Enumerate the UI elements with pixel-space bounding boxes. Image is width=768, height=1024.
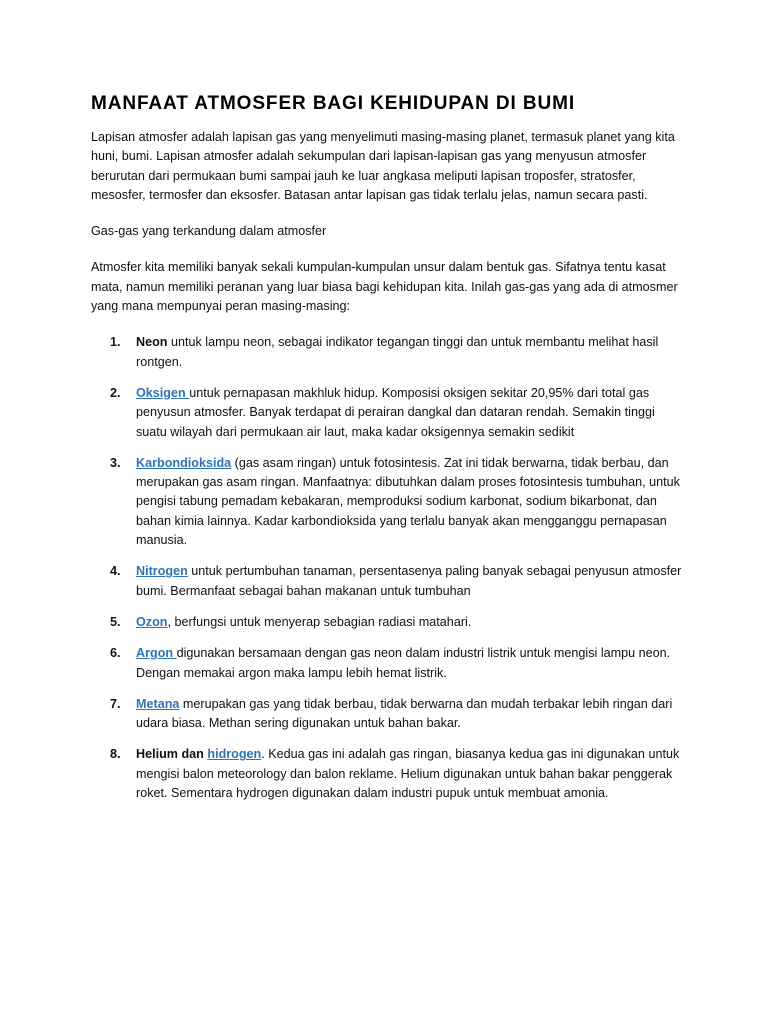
gas-link-argon[interactable]: Argon [136,646,177,661]
list-item-text: , berfungsi untuk menyerap sebagian radiasi matahari. [167,614,472,629]
list-number: 5. [110,614,121,629]
document-page [91,92,683,815]
gas-link-ozon[interactable]: Ozon [136,614,168,629]
intro-paragraph: Lapisan atmosfer adalah lapisan gas yang menyelimuti masing-masing planet, termasuk planet yang kita huni, bumi. Lapisan atmosfer adalah sekumpulan dari lapisan-lapisan gas yang menyusun atmosfer berurutan dari permukaan bumi sampai jauh ke luar angkasa meliputi lapisan troposfer, stratosfer, mesosfer, termosfer dan eksosfer. Batasan antar lapisan gas tidak terlalu jelas, namun secara pasti. [91,130,675,202]
gas-link-nitrogen[interactable]: Nitrogen [136,564,188,579]
list-number: 8. [110,747,121,762]
list-item-text: merupakan gas yang tidak berbau, tidak berwarna dan mudah terbakar lebih ringan dari udara biasa. Methan sering digunakan untuk bahan bakar. [136,696,673,731]
list-item [91,454,683,550]
subheading: Gas-gas yang terkandung dalam atmosfer [91,224,327,239]
list-item [91,695,683,734]
list-number: 4. [110,564,121,579]
description-paragraph: Atmosfer kita memiliki banyak sekali kumpulan-kumpulan unsur dalam bentuk gas. Sifatnya tentu kasat mata, namun memiliki peranan yang luar biasa bagi kehidupan kita. Inilah gas-gas yang ada di atmosmer yang mana mempunyai peran masing-masing: [91,260,678,314]
list-number: 2. [110,385,121,400]
list-item-text: untuk lampu neon, sebagai indikator tegangan tinggi dan untuk membantu melihat hasil rontgen. [136,335,659,369]
list-number: 7. [110,696,121,711]
gas-link-oksigen[interactable]: Oksigen [136,385,190,400]
list-item-text: digunakan bersamaan dengan gas neon dalam industri listrik untuk mengisi lampu neon. Dengan memakai argon maka lampu lebih hemat listrik. [136,646,671,680]
list-item-text: . Kedua gas ini adalah gas ringan, biasanya kedua gas ini digunakan untuk mengisi balon meteorology dan balon reklame. Helium digunakan untuk bahan bakar penggerak roket. Sementara hydrogen digunakan dalam industri pupuk untuk membuat amonia. [136,747,680,801]
list-number: 3. [110,455,121,470]
list-item [91,384,683,442]
list-item [91,333,683,372]
list-item-text: untuk pernapasan makhluk hidup. Komposisi oksigen sekitar 20,95% dari total gas penyusun atmosfer. Banyak terdapat di perairan dangkal dan dataran rendah. Semakin tinggi suatu wilayah dari permukaan air laut, maka kadar oksigennya semakin sedikit [136,385,655,439]
list-item [91,745,683,803]
document-title: MANFAAT ATMOSFER BAGI KEHIDUPAN DI BUMI [91,93,576,114]
gas-term-neon: Neon [136,335,168,350]
gas-link-metana[interactable]: Metana [136,696,180,711]
list-item [91,644,683,683]
list-number: 1. [110,335,121,350]
gas-list [91,333,683,803]
gas-term-helium: Helium dan [136,747,208,762]
gas-link-hidrogen[interactable]: hidrogen [207,747,262,762]
gas-link-karbondioksida[interactable]: Karbondioksida [136,455,232,470]
list-number: 6. [110,646,121,661]
list-item-text: untuk pertumbuhan tanaman, persentasenya paling banyak sebagai penyusun atmosfer bumi. Bermanfaat sebagai bahan makanan untuk tumbuhan [136,564,682,598]
list-item [91,562,683,601]
list-item-text: (gas asam ringan) untuk fotosintesis. Zat ini tidak berwarna, tidak berbau, dan merupakan gas asam ringan. Manfaatnya: dibutuhkan dalam proses fotosintesis tumbuhan, untuk pengisi tabung pemadam kebakaran, memproduksi sodium karbonat, sodium bikarbonat, dan bahan kimia lainnya. Kadar karbondioksida yang terlalu banyak akan mengganggu pernapasan manusia. [136,455,680,548]
list-item [91,613,683,632]
